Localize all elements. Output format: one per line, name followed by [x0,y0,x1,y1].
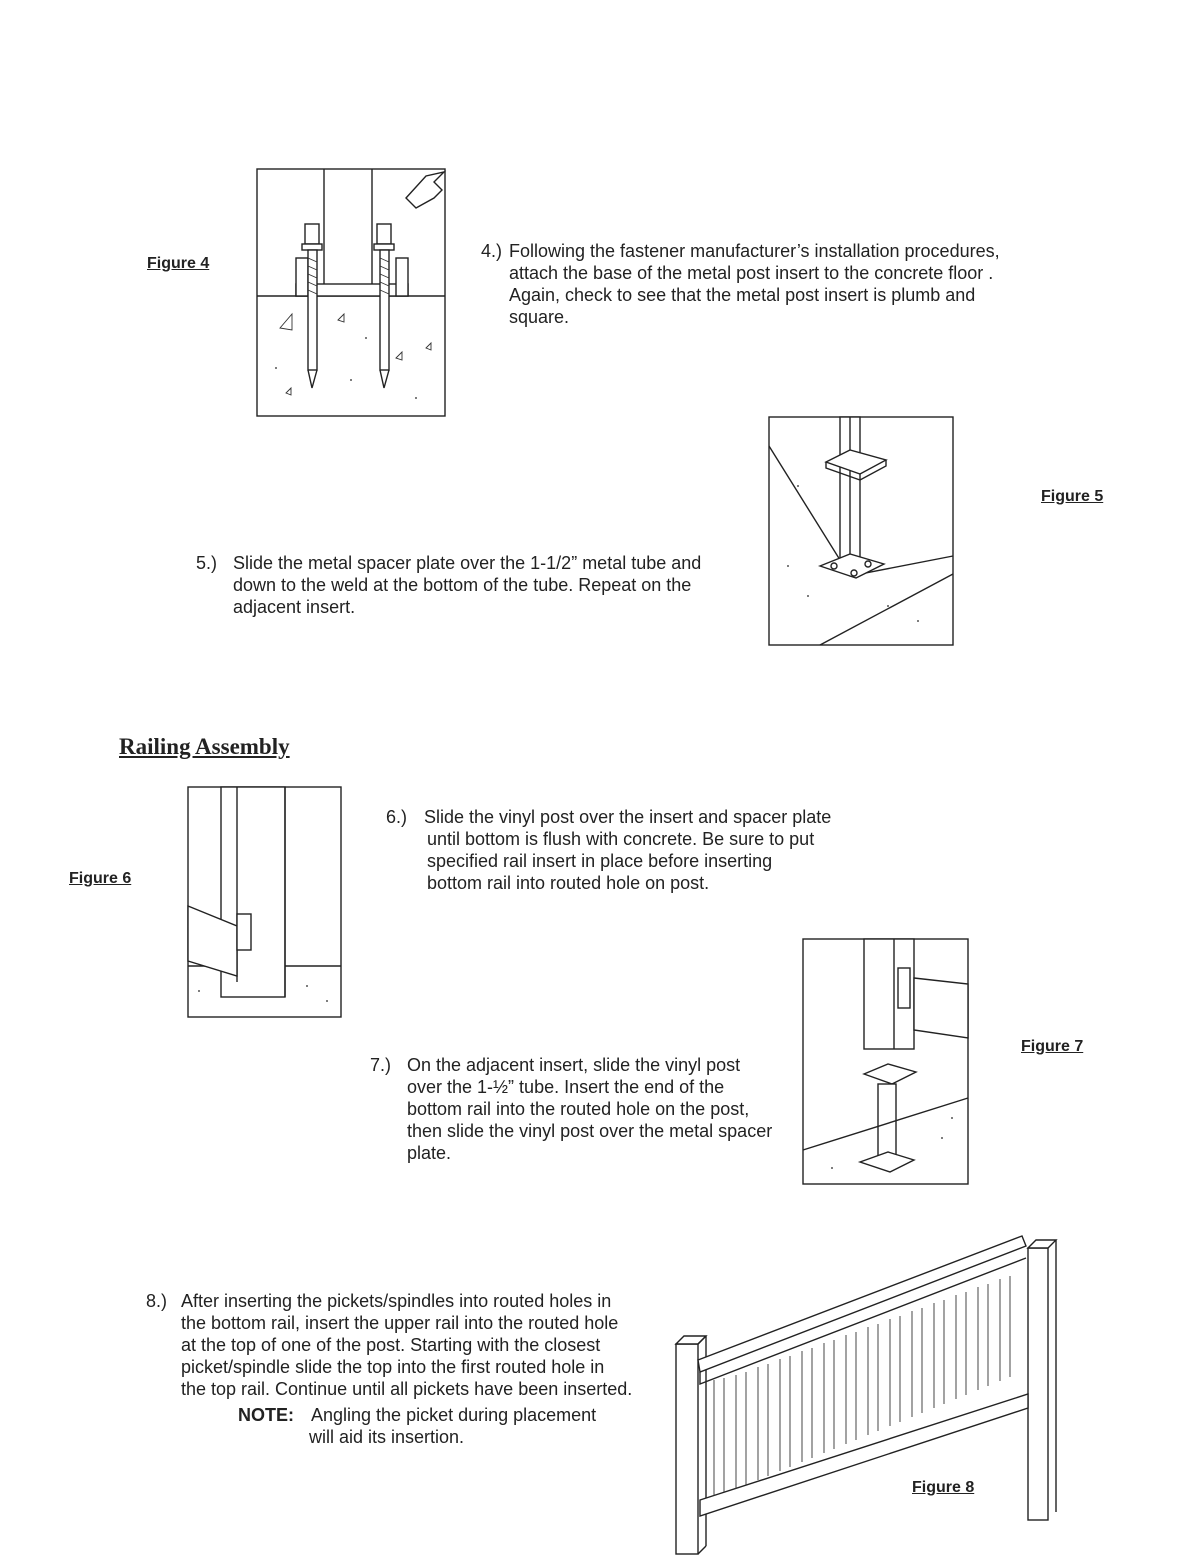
step-4-line: Following the fastener manufacturer’s installation procedures, [509,241,1000,261]
step-6-number: 6.) [386,807,408,827]
step-4-number: 4.) [481,241,503,261]
step-7-line: over the 1-½” tube. Insert the end of the [407,1077,725,1097]
note-line: Angling the picket during placement [311,1405,597,1425]
step-4 [481,240,1041,330]
step-5-line: Slide the metal spacer plate over the 1-1/2” metal tube and [233,553,702,573]
step-8-line: the bottom rail, insert the upper rail into the routed hole [181,1313,619,1333]
step-8-line: picket/spindle slide the top into the first routed hole in [181,1357,605,1377]
figure-6-illustration [187,786,342,1018]
figure-4-illustration [256,168,446,418]
note-label: NOTE: [238,1405,294,1425]
step-8-line: After inserting the pickets/spindles into routed holes in [181,1291,612,1311]
note-line: will aid its insertion. [309,1427,465,1447]
step-4-line: attach the base of the metal post insert to the concrete floor . [509,263,994,283]
figure-8-label: Figure 8 [912,1479,975,1496]
step-6-line: bottom rail into routed hole on post. [427,873,710,893]
step-5 [196,552,736,622]
step-5-line: adjacent insert. [233,597,356,617]
figure-6-label: Figure 6 [69,870,132,887]
step-5-number: 5.) [196,553,218,573]
figure-7-illustration [802,938,969,1185]
step-8-line: the top rail. Continue until all pickets have been inserted. [181,1379,633,1399]
figure-5-illustration [768,416,954,646]
step-7-line: plate. [407,1143,452,1163]
figure-7-label: Figure 7 [1021,1038,1084,1055]
section-heading: Railing Assembly [119,734,290,759]
step-5-line: down to the weld at the bottom of the tube. Repeat on the [233,575,692,595]
step-7-line: then slide the vinyl post over the metal spacer [407,1121,773,1141]
figure-8-illustration [670,1232,1060,1556]
step-8-number: 8.) [146,1291,168,1311]
step-7 [370,1054,790,1168]
note [238,1404,294,1426]
step-6-line: until bottom is flush with concrete. Be sure to put [427,829,815,849]
step-6-line: Slide the vinyl post over the insert and spacer plate [424,807,832,827]
step-8 [146,1290,656,1450]
step-7-line: bottom rail into the routed hole on the post, [407,1099,750,1119]
figure-5-label: Figure 5 [1041,488,1104,505]
step-4-line: Again, check to see that the metal post insert is plumb and [509,285,976,305]
step-6-line: specified rail insert in place before inserting [427,851,773,871]
step-8-line: at the top of one of the post. Starting with the closest [181,1335,601,1355]
step-7-number: 7.) [370,1055,392,1075]
step-7-line: On the adjacent insert, slide the vinyl post [407,1055,741,1075]
figure-4-label: Figure 4 [147,255,210,272]
step-4-line: square. [509,307,570,327]
step-6 [386,806,866,898]
